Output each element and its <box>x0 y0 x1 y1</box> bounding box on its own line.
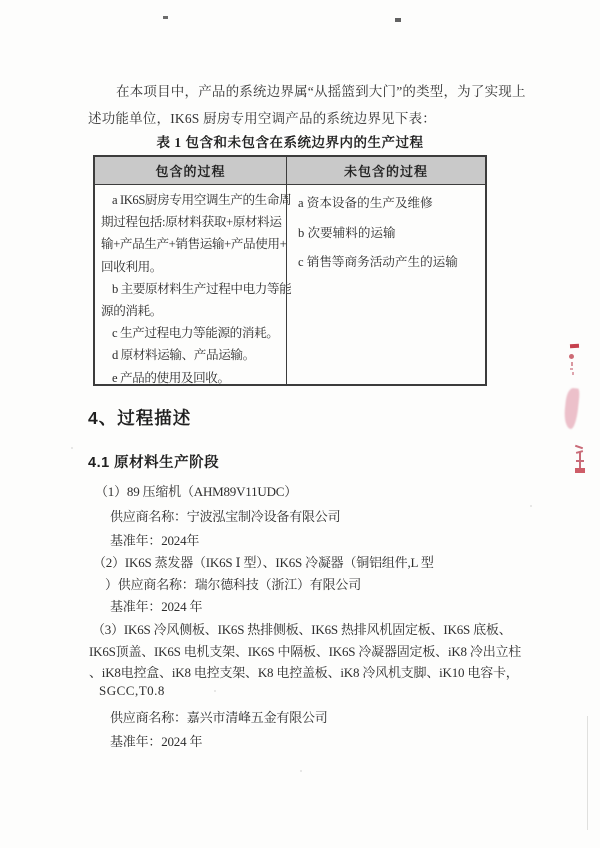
included-line: 源的消耗。 <box>101 304 162 319</box>
stamp-mark-blob <box>563 387 580 429</box>
included-line: e 产品的使用及回收。 <box>112 370 230 385</box>
header-cell-included: 包含的过程 <box>155 164 226 179</box>
excluded-line: c 销售等商务活动产生的运输 <box>298 255 458 269</box>
section-heading-4-1: 4.1 原材料生产阶段 <box>88 455 220 471</box>
included-line: 输+产品生产+销售运输+产品使用+ <box>101 237 287 252</box>
included-line: d 原材料运输、产品运输。 <box>112 348 255 363</box>
item1-base-year: 基准年：2024年 <box>110 533 200 548</box>
intro-line-2: 述功能单位，IK6S 厨房专用空调产品的系统边界见下表： <box>88 111 436 126</box>
scan-speck <box>300 770 302 772</box>
header-cell-excluded: 未包含的过程 <box>286 157 485 184</box>
excluded-line: a 资本设备的生产及维修 <box>298 196 433 210</box>
scan-edge-line <box>587 716 588 830</box>
scan-speck <box>163 16 168 19</box>
scan-speck <box>214 690 216 692</box>
included-line: b 主要原材料生产过程中电力等能 <box>112 281 292 296</box>
table-header-row <box>95 157 485 185</box>
item3-title-line3: 、iK8电控盒、iK8 电控支架、K8 电控盖板、iK8 冷风机支脚、iK10 电容卡， <box>89 665 519 680</box>
included-line: 回收利用。 <box>101 259 162 274</box>
stamp-mark-glyph <box>570 368 573 370</box>
scan-speck <box>71 447 73 449</box>
item3-title-line4: SGCC,T0.8 <box>99 683 165 698</box>
stamp-mark-glyph <box>571 362 573 366</box>
excluded-line: b 次要辅料的运输 <box>298 225 396 240</box>
stamp-mark-glyph <box>576 460 584 462</box>
scan-speck <box>530 505 532 507</box>
item1-supplier: 供应商名称：宁波泓宝制冷设备有限公司 <box>110 509 341 524</box>
item2-supplier: ）供应商名称：瑞尔德科技（浙江）有限公司 <box>105 577 362 592</box>
cell-excluded-processes <box>286 185 485 384</box>
item1-title: （1）89 压缩机（AHM89V11UDC） <box>95 484 298 499</box>
item3-title-line2: IK6S顶盖、IK6S 电机支架、IK6S 中隔板、IK6S 冷凝器固定板、iK8 冷出立柱 <box>89 644 522 659</box>
included-line: 期过程包括:原材料获取+原材料运 <box>101 215 282 230</box>
item3-base-year: 基准年：2024 年 <box>110 734 203 749</box>
included-line: a IK6S厨房专用空调生产的生命周 <box>112 193 292 207</box>
item3-supplier: 供应商名称：嘉兴市清峰五金有限公司 <box>110 710 328 725</box>
stamp-mark-glyph <box>575 445 583 450</box>
stamp-mark-glyph <box>572 372 574 375</box>
table-body-row <box>95 185 485 384</box>
item2-base-year: 基准年：2024 年 <box>110 599 203 614</box>
stamp-mark-dash <box>570 344 579 348</box>
cell-included-processes <box>95 185 292 385</box>
stamp-mark-dash <box>575 468 585 473</box>
intro-line-1: 在本项目中，产品的系统边界属“从摇篮到大门”的类型，为了实现上 <box>116 84 526 99</box>
included-line: c 生产过程电力等能源的消耗。 <box>112 326 279 341</box>
section-heading-4: 4、过程描述 <box>88 408 192 428</box>
item3-title-line1: （3）IK6S 冷风侧板、IK6S 热排侧板、IK6S 热排风机固定板、IK6S 底板、 <box>92 622 512 637</box>
system-boundary-table <box>93 155 487 386</box>
table-caption: 表 1 包含和未包含在系统边界内的生产过程 <box>156 135 424 150</box>
item2-title: （2）IK6S 蒸发器（IK6S Ⅰ 型）、IK6S 冷凝器（铜铝组件,L 型 <box>93 555 434 570</box>
stamp-mark-glyph <box>569 354 574 359</box>
scan-speck <box>395 18 401 22</box>
